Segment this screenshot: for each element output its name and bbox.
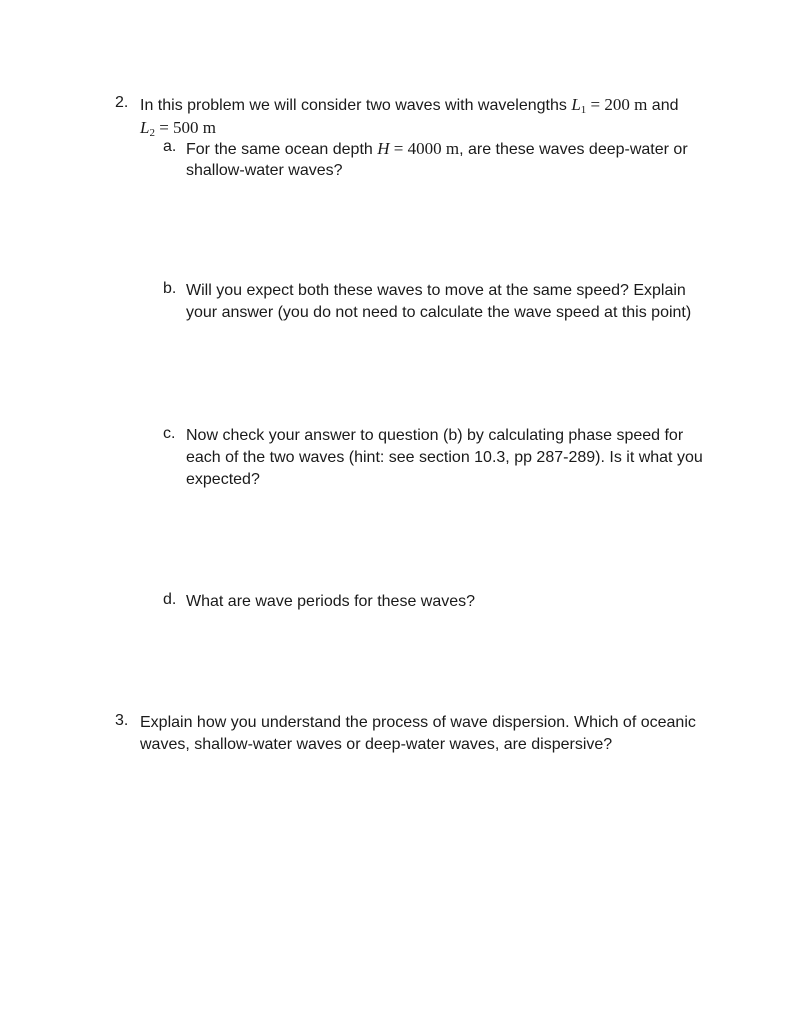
question-2a-suffix: , are these waves deep-water or bbox=[459, 141, 688, 158]
question-2c-line-1: Now check your answer to question (b) by calculating phase speed for bbox=[186, 427, 684, 444]
question-2b-line-1: Will you expect both these waves to move at the same speed? Explain bbox=[186, 282, 686, 299]
question-2a-line-1 bbox=[186, 138, 688, 161]
question-2c-line-3: expected? bbox=[186, 471, 260, 488]
question-2c-line-2: each of the two waves (hint: see section 10.3, pp 287-289). Is it what you bbox=[186, 449, 703, 466]
ocean-depth-h: H = 4000 m bbox=[377, 139, 460, 158]
question-2d-line-1: What are wave periods for these waves? bbox=[186, 593, 476, 610]
question-2-intro-suffix: and bbox=[651, 97, 679, 114]
question-2d-marker: d. bbox=[163, 591, 177, 608]
question-3-line-1: Explain how you understand the process of wave dispersion. Which of oceanic bbox=[140, 714, 696, 731]
question-2-intro-line-1 bbox=[140, 94, 679, 117]
question-2b-line-2: your answer (you do not need to calculate the wave speed at this point) bbox=[186, 304, 692, 321]
question-2-intro-prefix: In this problem we will consider two waves with wavelengths bbox=[140, 97, 567, 114]
question-2-number: 2. bbox=[115, 94, 129, 111]
question-2a-marker: a. bbox=[163, 138, 177, 155]
question-3-line-2: waves, shallow-water waves or deep-water waves, are dispersive? bbox=[140, 736, 613, 753]
question-2c-marker: c. bbox=[163, 425, 176, 442]
question-2a-prefix: For the same ocean depth bbox=[186, 141, 373, 158]
question-2a-line-2: shallow-water waves? bbox=[186, 162, 343, 179]
wavelength-l1: $L_1 = 200$ m bbox=[571, 95, 648, 116]
wavelength-l2: $L_2 = 500$ m bbox=[140, 118, 217, 139]
question-3-number: 3. bbox=[115, 712, 129, 729]
question-2b-marker: b. bbox=[163, 280, 177, 297]
question-2-intro-line-2 bbox=[140, 117, 216, 140]
